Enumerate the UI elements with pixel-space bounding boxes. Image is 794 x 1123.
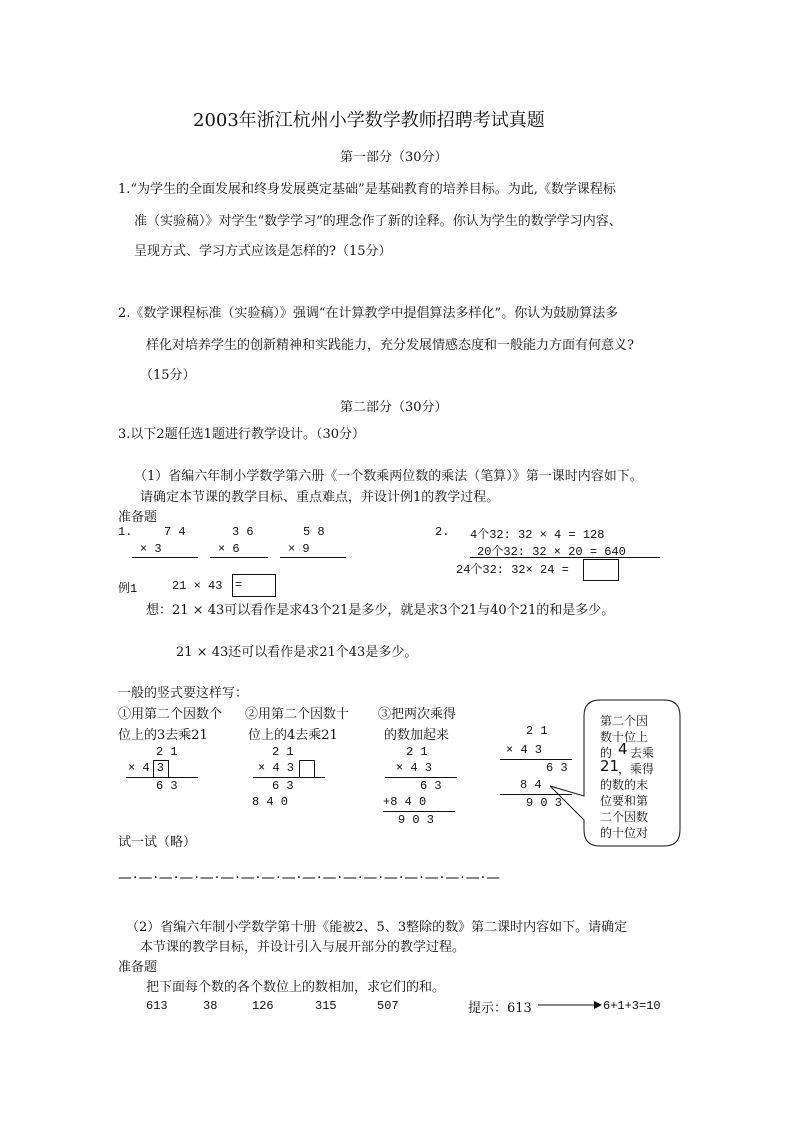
calc4-rule [500, 794, 572, 795]
page-title: 2003年浙江杭州小学数学教师招聘考试真题 [193, 110, 545, 131]
task2-prep-label: 准备题 [118, 960, 158, 975]
callout-line: 位要和第 [600, 794, 649, 808]
digit-highlight-box [299, 760, 315, 778]
part1-heading: 第一部分（30分） [340, 150, 448, 165]
callout-line: 去乘 [630, 746, 655, 760]
calc3-row: +8 4 0 [383, 795, 427, 809]
step-2-line1: ②用第二个因数十 [245, 707, 350, 722]
prep1-item-bottom: × 9 [288, 542, 310, 556]
q2-line1: 2.《数学课程标准（实验稿）》强调“在计算教学中提倡算法多样化”。你认为鼓励算法多 [118, 306, 619, 321]
step-3-line1: ③把两次乘得 [378, 707, 457, 722]
prep1-item-bottom: × 6 [218, 542, 240, 556]
prep1-item-rule [132, 557, 198, 558]
task1-prep-label: 准备题 [118, 510, 158, 525]
calc4-row: 2 1 [526, 724, 548, 738]
prep1-item-top: 7 4 [164, 525, 186, 539]
calc3-rule [385, 777, 457, 778]
prep2-number: 2. [435, 525, 450, 539]
digit-highlight-box [153, 760, 169, 778]
task2-number: 613 [146, 999, 168, 1013]
prep1-item-top: 5 8 [303, 525, 325, 539]
callout-line: 的十位对 [600, 826, 649, 840]
calc1-row: 2 1 [156, 745, 178, 759]
calc4-row: 6 3 [546, 761, 568, 775]
task2-number: 38 [203, 999, 218, 1013]
think-line2: 21 × 43还可以看作是求21个43是多少。 [176, 645, 418, 660]
prep2-line: 20个32: 32 × 20 = 640 [477, 545, 626, 559]
callout-line: ，乘得 [618, 762, 655, 776]
arrow-right-icon [538, 999, 602, 1011]
task1-line2: 请确定本节课的教学目标、重点难点，并设计例1的教学过程。 [140, 490, 500, 505]
task2-number: 315 [315, 999, 337, 1013]
calc3-rule [383, 811, 455, 812]
task2-line1: （2）省编六年制小学数学第十册《能被2、5、3整除的数》第二课时内容如下。请确定 [126, 920, 628, 935]
prep1-number: 1. [118, 525, 133, 539]
step-1-line1: ①用第二个因数个 [118, 707, 223, 722]
task2-number: 126 [252, 999, 274, 1013]
step-1-line2: 位上的3去乘21 [118, 728, 208, 743]
calc1-rule [126, 777, 198, 778]
prep1-item-bottom: × 3 [140, 542, 162, 556]
q1-line1: 1.“为学生的全面发展和终身发展奠定基础”是基础教育的培养目标。为此,《数学课程标 [118, 182, 616, 197]
calc2-rule [253, 777, 325, 778]
calc4-rule [500, 759, 572, 760]
callout-digit: 4 [618, 740, 628, 758]
callout-line: 的数的末 [600, 778, 649, 792]
prep2-rule [470, 557, 660, 558]
prep2-line: 24个32: 32× 24 = [456, 563, 569, 577]
example-label: 例1 [118, 582, 138, 596]
step-2-line2: 位上的4去乘21 [248, 728, 338, 743]
think-line1: 想：21 × 43可以看作是求43个21是多少，就是求3个21与40个21的和是多少。 [146, 603, 615, 618]
example-expression: 21 × 43 [172, 579, 223, 593]
callout-line: 的 [600, 746, 613, 760]
task2-line2: 本节课的教学目标，并设计引入与展开部分的教学过程。 [140, 940, 466, 955]
q2-line3: （15分） [140, 368, 196, 383]
hint-result: 6+1+3=10 [603, 999, 661, 1013]
vertical-intro: 一般的竖式要这样写： [118, 686, 249, 701]
callout-line: 二个因数 [600, 810, 649, 824]
q3-intro: 3.以下2题任选1题进行教学设计。（30分） [118, 427, 365, 442]
callout-line: 第二个因 [600, 714, 649, 728]
calc4-row: 8 4 [520, 778, 542, 792]
hint-label: 提示：613 [468, 1001, 532, 1016]
prep1-item-top: 3 6 [232, 525, 254, 539]
callout-line: 数十位上 [600, 730, 649, 744]
calc2-row: 2 1 [272, 745, 294, 759]
try-label: 试一试（略） [118, 835, 197, 850]
prep2-line: 4个32: 32 × 4 = 128 [470, 528, 605, 542]
answer-box[interactable] [583, 559, 619, 581]
prep1-item-rule [210, 557, 268, 558]
calc3-row: × 4 3 [396, 761, 433, 775]
callout-digit: 21 [600, 757, 620, 775]
task2-instruction: 把下面每个数的各个数位上的数相加，求它们的和。 [146, 980, 446, 995]
example-equals: = [235, 578, 243, 592]
example-answer-box[interactable] [232, 574, 276, 597]
q1-line3: 呈现方式、学习方式应该是怎样的?（15分） [134, 244, 392, 259]
q2-line2: 样化对培养学生的创新精神和实践能力，充分发展情感态度和一般能力方面有何意义? [146, 338, 634, 353]
calc1-row: 6 3 [156, 779, 178, 793]
calc3-row: 2 1 [406, 745, 428, 759]
section-divider: —·—·—·—·—·—·—·—·—·—·—·—·—·—·—·—·—·—·— [118, 870, 502, 886]
calc2-row: × 4 3 [258, 761, 295, 775]
calc4-row: × 4 3 [506, 743, 543, 757]
step-3-line2: 的数加起来 [384, 728, 450, 743]
prep1-item-rule [280, 557, 346, 558]
task1-line1: （1）省编六年制小学数学第六册《一个数乘两位数的乘法（笔算）》第一课时内容如下。 [134, 469, 643, 484]
q1-line2: 准（实验稿）》对学生“数学学习”的理念作了新的诠释。你认为学生的数学学习内容、 [134, 214, 622, 229]
calc1-row: × 4 3 [128, 761, 165, 775]
calc3-row: 6 3 [420, 779, 442, 793]
calc2-row: 8 4 0 [252, 795, 289, 809]
task2-number: 507 [377, 999, 399, 1013]
calc4-row: 9 0 3 [526, 796, 563, 810]
calc3-row: 9 0 3 [398, 813, 435, 827]
calc2-row: 6 3 [272, 779, 294, 793]
part2-heading: 第二部分（30分） [340, 400, 448, 415]
